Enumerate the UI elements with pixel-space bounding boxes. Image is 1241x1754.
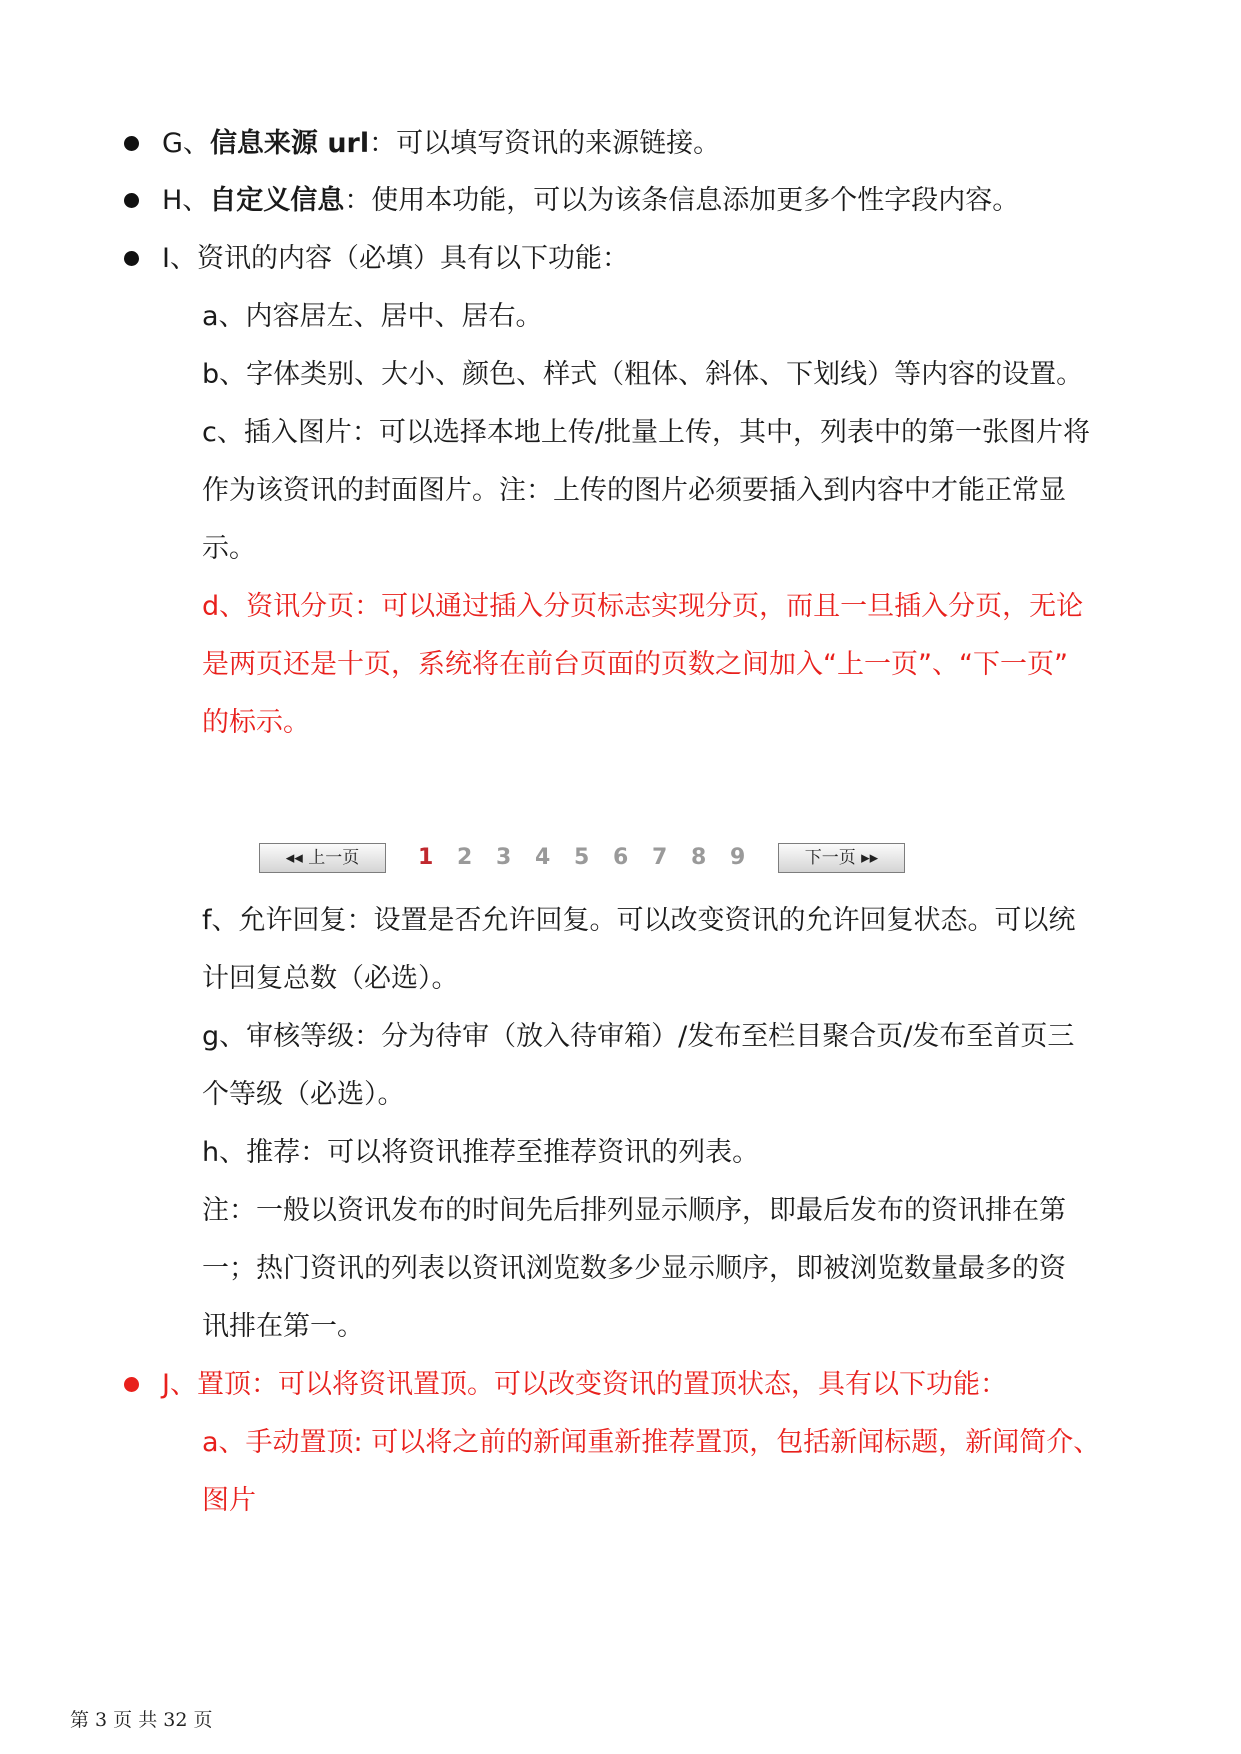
page-number: 9 bbox=[730, 845, 746, 870]
bullet-icon bbox=[124, 1377, 139, 1392]
page-number: 6 bbox=[613, 845, 629, 870]
page-number: 3 bbox=[496, 845, 512, 870]
item-i-c-line3: 示。 bbox=[202, 533, 256, 564]
bullet-icon bbox=[124, 193, 139, 208]
note-line3: 讯排在第一。 bbox=[202, 1311, 364, 1342]
item-h-prefix: H、 bbox=[162, 185, 210, 216]
note-line2: 一；热门资讯的列表以资讯浏览数多少显示顺序，即被浏览数量最多的资 bbox=[202, 1253, 1066, 1284]
item-i-f-line2: 计回复总数（必选）。 bbox=[202, 963, 459, 994]
item-j: J、置顶：可以将资讯置顶。可以改变资讯的置顶状态，具有以下功能： bbox=[162, 1369, 1007, 1400]
item-g-prefix: G、 bbox=[162, 128, 210, 159]
prev-page-button: ◂◂ 上一页 bbox=[259, 843, 386, 873]
item-i-c-line1: c、插入图片：可以选择本地上传/批量上传，其中，列表中的第一张图片将 bbox=[202, 417, 1090, 448]
item-i-h: h、推荐：可以将资讯推荐至推荐资讯的列表。 bbox=[202, 1137, 760, 1168]
item-i-f-line1: f、允许回复：设置是否允许回复。可以改变资讯的允许回复状态。可以统 bbox=[202, 905, 1076, 936]
item-j-a-line2: 图片 bbox=[202, 1485, 256, 1516]
page-footer: 第 3 页 共 32 页 bbox=[70, 1709, 213, 1731]
note-line1: 注：一般以资讯发布的时间先后排列显示顺序，即最后发布的资讯排在第 bbox=[202, 1195, 1066, 1226]
item-i-b: b、字体类别、大小、颜色、样式（粗体、斜体、下划线）等内容的设置。 bbox=[202, 359, 1084, 390]
item-g-text: ：可以填写资讯的来源链接。 bbox=[369, 128, 721, 159]
item-h-label: 自定义信息 bbox=[209, 185, 345, 216]
item-i-d-line2: 是两页还是十页，系统将在前台页面的页数之间加入“上一页”、“下一页” bbox=[202, 649, 1068, 680]
page-number: 7 bbox=[652, 845, 668, 870]
item-h-text: ：使用本功能，可以为该条信息添加更多个性字段内容。 bbox=[344, 185, 1020, 216]
item-i-a: a、内容居左、居中、居右。 bbox=[202, 301, 543, 332]
page-number: 4 bbox=[535, 845, 551, 870]
item-i-d-line3: 的标示。 bbox=[202, 707, 310, 738]
page-number: 2 bbox=[457, 845, 473, 870]
page-number: 1 bbox=[418, 845, 434, 870]
item-j-a-line1: a、手动置顶: 可以将之前的新闻重新推荐置顶，包括新闻标题，新闻简介、 bbox=[202, 1427, 1101, 1458]
next-page-button: 下一页 ▸▸ bbox=[778, 843, 905, 873]
page-number: 8 bbox=[691, 845, 707, 870]
item-i-g-line2: 个等级（必选）。 bbox=[202, 1079, 405, 1110]
item-i: I、资讯的内容（必填）具有以下功能： bbox=[162, 243, 629, 274]
item-i-d-line1: d、资讯分页：可以通过插入分页标志实现分页，而且一旦插入分页，无论 bbox=[202, 591, 1084, 622]
item-i-c-line2: 作为该资讯的封面图片。注：上传的图片必须要插入到内容中才能正常显 bbox=[202, 475, 1066, 506]
item-i-g-line1: g、审核等级：分为待审（放入待审箱）/发布至栏目聚合页/发布至首页三 bbox=[202, 1021, 1075, 1052]
bullet-icon bbox=[124, 251, 139, 266]
pager-example bbox=[259, 841, 906, 877]
item-g-label: 信息来源 url bbox=[209, 128, 370, 159]
bullet-icon bbox=[124, 136, 139, 151]
item-g bbox=[162, 124, 720, 164]
item-h bbox=[162, 181, 1019, 221]
page-number: 5 bbox=[574, 845, 590, 870]
